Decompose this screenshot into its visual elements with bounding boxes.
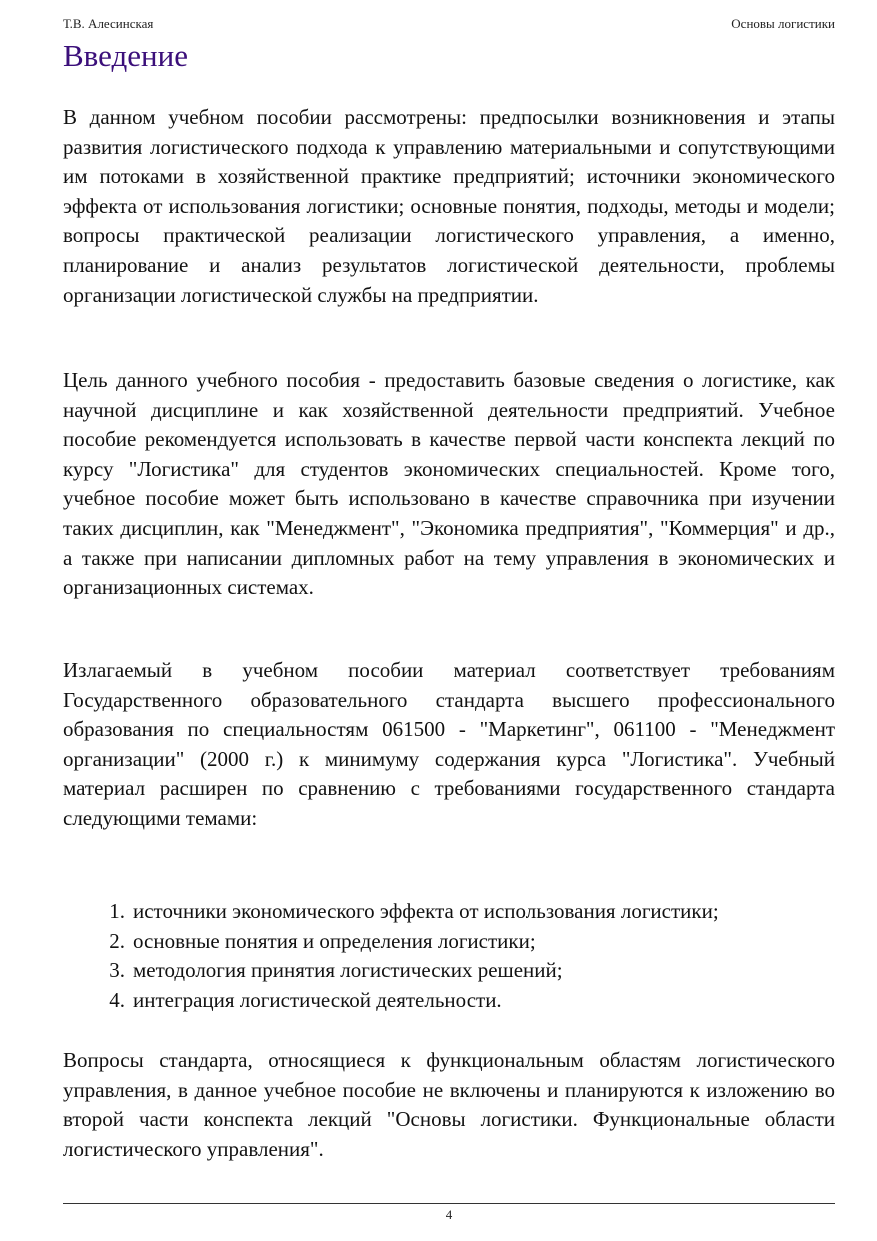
header-book-title: Основы логистики [731,16,835,31]
header-author: Т.В. Алесинская [63,16,154,31]
paragraph-standard: Излагаемый в учебном пособии материал соответствует требованиям Государственного образовательного стандарта высшего профессионального образования по специальностям 061500 - "Маркетинг", 061100 - "Менеджмент организации" (2000 г.) к минимуму содержания курса "Логистика". Учебный материал расширен по сравнению с требованиями государственного стандарта следующими темами: [63,658,835,830]
list-item-text: основные понятия и определения логистики; [133,928,536,953]
footer-divider [63,1203,835,1204]
list-item-number: 4. [109,987,125,1012]
list-item-text: методология принятия логистических решений; [133,958,563,983]
list-item-number: 1. [109,899,125,923]
list-item [63,897,835,927]
list-item [63,986,835,1016]
list-item-text: источники экономического эффекта от использования логистики; [133,899,719,923]
list-item-number: 3. [109,958,125,983]
list-item-number: 2. [109,928,125,953]
paragraph-intro: В данном учебном пособии рассмотрены: предпосылки возникновения и этапы развития логистического подхода к управлению материальными и сопутствующими им потоками в хозяйственной практике предприятий; источники экономического эффекта от использования логистики; основные понятия, подходы, методы и модели; вопросы практической реализации логистического управления, а именно, планирование и анализ результатов логистической деятельности, проблемы организации логистической службы на предприятии. [63,105,835,307]
running-header [63,16,835,36]
section-title: Введение [63,38,188,73]
list-item [63,927,835,957]
topic-list [63,897,835,1015]
paragraph-goal: Цель данного учебного пособия - предоставить базовые сведения о логистике, как научной дисциплине и как хозяйственной деятельности предприятий. Учебное пособие рекомендуется использовать в качестве первой части конспекта лекций по курсу "Логистика" для студентов экономических специальностей. Кроме того, учебное пособие может быть использовано в качестве справочника при изучении таких дисциплин, как "Менеджмент", "Экономика предприятия", "Коммерция" и др., а также при написании дипломных работ на тему управления в экономических и организационных системах. [63,368,835,600]
list-item-text: интеграция логистической деятельности. [133,987,502,1012]
paragraph-functional-areas: Вопросы стандарта, относящиеся к функциональным областям логистического управления, в данное учебное пособие не включены и планируются к изложению во второй части конспекта лекций "Основы логистики. Функциональные области логистического управления". [63,1048,835,1161]
page-number: 4 [445,1207,453,1222]
list-item [63,956,835,986]
